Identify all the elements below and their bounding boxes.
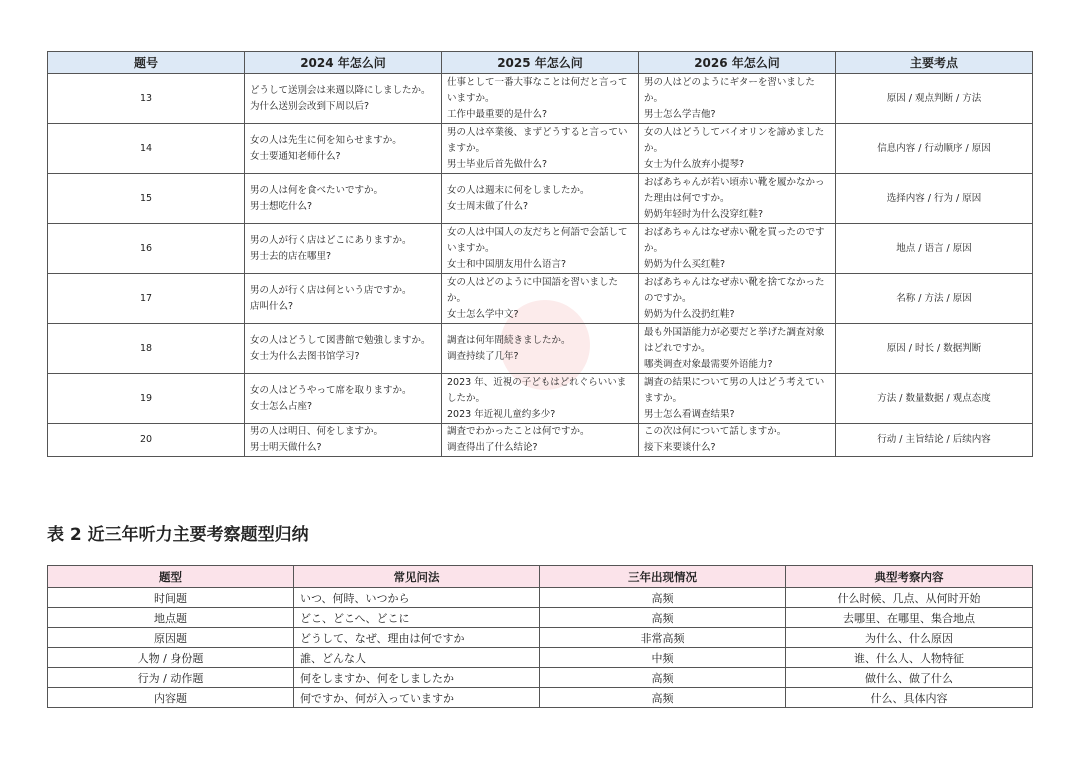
- table1-header-row: [48, 52, 1033, 74]
- question-line: おばあちゃんはなぜ赤い靴を買ったのです: [644, 226, 825, 238]
- question-type-cell: 人物 / 身份题: [48, 648, 294, 668]
- question-line: 女の人はどうして図書館で勉強しますか。: [250, 334, 431, 346]
- question-cell-2025: [442, 174, 639, 224]
- main-points-cell: 方法 / 数量数据 / 观点态度: [836, 374, 1033, 424]
- question-line: た理由は何ですか。: [644, 192, 730, 204]
- question-line: 男の人が行く店はどこにありますか。: [250, 234, 412, 246]
- question-number-cell: 20: [48, 424, 245, 457]
- question-type-cell: 内容题: [48, 688, 294, 708]
- question-line: 男士想吃什么?: [250, 200, 313, 212]
- question-line: 女士为什么放弃小提琴?: [644, 158, 745, 170]
- question-cell-2024: [245, 224, 442, 274]
- question-cell-2025: [442, 324, 639, 374]
- main-points-cell: 信息内容 / 行动顺序 / 原因: [836, 124, 1033, 174]
- table-row: [48, 608, 1033, 628]
- typical-content-cell: 什么、具体内容: [786, 688, 1033, 708]
- question-line: 女士和中国朋友用什么语言?: [447, 258, 567, 270]
- common-phrasing-cell: 何ですか、何が入っていますか: [294, 688, 540, 708]
- question-cell-2025: [442, 124, 639, 174]
- table-row: [48, 324, 1033, 374]
- question-cell-2024: [245, 374, 442, 424]
- question-number-cell: 16: [48, 224, 245, 274]
- question-cell-2025: [442, 274, 639, 324]
- question-line: か。: [644, 92, 664, 104]
- question-line: ますか。: [644, 392, 683, 404]
- typical-content-cell: 为什么、什么原因: [786, 628, 1033, 648]
- table2-header-row: [48, 566, 1033, 588]
- table-row: [48, 588, 1033, 608]
- question-line: 調査は何年間続きましたか。: [447, 334, 571, 346]
- question-cell-2026: [639, 124, 836, 174]
- question-number-cell: 14: [48, 124, 245, 174]
- header-2024: 2024 年怎么问: [245, 52, 442, 74]
- main-points-cell: 原因 / 时长 / 数据判断: [836, 324, 1033, 374]
- question-cell-2024: [245, 124, 442, 174]
- table-row: [48, 224, 1033, 274]
- frequency-cell: 高频: [540, 668, 786, 688]
- question-line: 接下来要谈什么?: [644, 442, 716, 453]
- question-cell-2024: [245, 274, 442, 324]
- main-points-cell: 选择内容 / 行为 / 原因: [836, 174, 1033, 224]
- table-row: [48, 688, 1033, 708]
- question-line: したか。: [447, 392, 486, 404]
- header-question-number: 题号: [48, 52, 245, 74]
- question-cell-2025: [442, 424, 639, 457]
- question-cell-2026: [639, 224, 836, 274]
- question-line: 女の人は週末に何をしましたか。: [447, 184, 590, 196]
- header-common-phrasing: 常见问法: [294, 566, 540, 588]
- common-phrasing-cell: 何をしますか、何をしましたか: [294, 668, 540, 688]
- common-phrasing-cell: どこ、どこへ、どこに: [294, 608, 540, 628]
- question-line: 女士怎么学中文?: [447, 308, 519, 320]
- question-line: ますか。: [447, 142, 486, 154]
- question-cell-2026: [639, 374, 836, 424]
- question-line: いますか。: [447, 242, 495, 254]
- question-line: どうして送別会は来週以降にしましたか。: [250, 84, 431, 96]
- question-line: いますか。: [447, 92, 495, 104]
- question-cell-2026: [639, 74, 836, 124]
- question-number-cell: 18: [48, 324, 245, 374]
- question-cell-2026: [639, 274, 836, 324]
- question-line: 男の人は明日、何をしますか。: [250, 426, 384, 437]
- question-cell-2024: [245, 324, 442, 374]
- table-row: [48, 274, 1033, 324]
- question-line: 工作中最重要的是什么?: [447, 108, 548, 120]
- question-line: 奶奶为什么没扔红鞋?: [644, 308, 735, 320]
- question-line: 調査でわかったことは何ですか。: [447, 426, 590, 437]
- question-type-cell: 行为 / 动作题: [48, 668, 294, 688]
- question-line: 女士怎么占座?: [250, 400, 313, 412]
- main-points-cell: 原因 / 观点判断 / 方法: [836, 74, 1033, 124]
- question-line: のですか。: [644, 292, 692, 304]
- question-line: 最も外国語能力が必要だと挙げた調査対象: [644, 326, 825, 338]
- question-line: 男士怎么看调查结果?: [644, 408, 735, 420]
- question-cell-2024: [245, 74, 442, 124]
- table-row: [48, 74, 1033, 124]
- question-line: 女士为什么去图书馆学习?: [250, 350, 360, 362]
- table-row: [48, 648, 1033, 668]
- question-type-cell: 地点题: [48, 608, 294, 628]
- common-phrasing-cell: どうして、なぜ、理由は何ですか: [294, 628, 540, 648]
- table-row: [48, 374, 1033, 424]
- question-line: 调查得出了什么结论?: [447, 442, 538, 453]
- question-line: 女士要通知老师什么?: [250, 150, 341, 162]
- table-row: [48, 668, 1033, 688]
- frequency-cell: 高频: [540, 608, 786, 628]
- question-line: 店叫什么?: [250, 300, 294, 312]
- question-number-cell: 13: [48, 74, 245, 124]
- question-line: 女の人は中国人の友だちと何語で会話して: [447, 226, 628, 238]
- question-cell-2024: [245, 424, 442, 457]
- question-line: 女の人はどうやって席を取りますか。: [250, 384, 412, 396]
- table2-body: [48, 588, 1033, 708]
- header-2026: 2026 年怎么问: [639, 52, 836, 74]
- question-line: 哪类调查对象最需要外语能力?: [644, 358, 773, 370]
- question-line: 奶奶为什么买红鞋?: [644, 258, 726, 270]
- table-row: [48, 174, 1033, 224]
- question-type-cell: 原因题: [48, 628, 294, 648]
- typical-content-cell: 去哪里、在哪里、集合地点: [786, 608, 1033, 628]
- question-line: 奶奶年轻时为什么没穿红鞋?: [644, 208, 764, 220]
- question-line: おばあちゃんはなぜ赤い靴を捨てなかった: [644, 276, 825, 288]
- question-line: 男士明天做什么?: [250, 442, 322, 453]
- common-phrasing-cell: いつ、何時、いつから: [294, 588, 540, 608]
- question-line: 女士周末做了什么?: [447, 200, 529, 212]
- question-line: 男の人は何を食べたいですか。: [250, 184, 384, 196]
- main-points-cell: 行动 / 主旨结论 / 后续内容: [836, 424, 1033, 457]
- question-line: 仕事として一番大事なことは何だと言って: [447, 76, 628, 88]
- frequency-cell: 高频: [540, 588, 786, 608]
- question-line: 为什么送别会改到下周以后?: [250, 100, 370, 112]
- question-line: はどれですか。: [644, 342, 711, 354]
- table1-body: [48, 74, 1033, 457]
- question-line: か。: [447, 292, 467, 304]
- question-line: 男士毕业后首先做什么?: [447, 158, 548, 170]
- question-line: 調査の結果について男の人はどう考えてい: [644, 376, 825, 388]
- question-cell-2024: [245, 174, 442, 224]
- header-2025: 2025 年怎么问: [442, 52, 639, 74]
- main-points-cell: 名称 / 方法 / 原因: [836, 274, 1033, 324]
- typical-content-cell: 谁、什么人、人物特征: [786, 648, 1033, 668]
- main-points-cell: 地点 / 语言 / 原因: [836, 224, 1033, 274]
- table2-title: 表 2 近三年听力主要考察题型归纳: [47, 525, 309, 545]
- frequency-cell: 非常高频: [540, 628, 786, 648]
- question-type-cell: 时间题: [48, 588, 294, 608]
- question-line: 女の人はどのように中国語を習いました: [447, 276, 619, 288]
- frequency-cell: 高频: [540, 688, 786, 708]
- question-comparison-table: [47, 51, 1033, 457]
- common-phrasing-cell: 誰、どんな人: [294, 648, 540, 668]
- question-cell-2026: [639, 324, 836, 374]
- question-line: この次は何について話しますか。: [644, 426, 787, 437]
- question-cell-2026: [639, 174, 836, 224]
- question-cell-2025: [442, 224, 639, 274]
- question-number-cell: 15: [48, 174, 245, 224]
- question-line: 2023 年近视儿童约多少?: [447, 408, 556, 420]
- header-typical-content: 典型考察内容: [786, 566, 1033, 588]
- question-line: か。: [644, 142, 664, 154]
- question-line: 女の人はどうしてバイオリンを諦めました: [644, 126, 825, 138]
- typical-content-cell: 做什么、做了什么: [786, 668, 1033, 688]
- question-number-cell: 17: [48, 274, 245, 324]
- typical-content-cell: 什么时候、几点、从何时开始: [786, 588, 1033, 608]
- question-number-cell: 19: [48, 374, 245, 424]
- question-cell-2026: [639, 424, 836, 457]
- question-line: 男の人は卒業後、まずどうすると言ってい: [447, 126, 628, 138]
- question-line: 男の人が行く店は何という店ですか。: [250, 284, 412, 296]
- question-line: 女の人は先生に何を知らせますか。: [250, 134, 402, 146]
- question-line: か。: [644, 242, 664, 254]
- question-line: 男士去的店在哪里?: [250, 250, 332, 262]
- question-line: 男士怎么学吉他?: [644, 108, 716, 120]
- question-line: おばあちゃんが若い頃赤い靴を履かなかっ: [644, 176, 825, 188]
- question-type-summary-table: [47, 565, 1033, 708]
- header-question-type: 题型: [48, 566, 294, 588]
- table-row: [48, 628, 1033, 648]
- question-line: 2023 年、近視の子どもはどれぐらいいま: [447, 376, 627, 388]
- header-frequency: 三年出现情况: [540, 566, 786, 588]
- question-cell-2025: [442, 74, 639, 124]
- table-row: [48, 124, 1033, 174]
- question-cell-2025: [442, 374, 639, 424]
- table-row: [48, 424, 1033, 457]
- frequency-cell: 中频: [540, 648, 786, 668]
- header-main-points: 主要考点: [836, 52, 1033, 74]
- question-line: 男の人はどのようにギターを習いました: [644, 76, 815, 88]
- question-line: 调查持续了几年?: [447, 350, 519, 362]
